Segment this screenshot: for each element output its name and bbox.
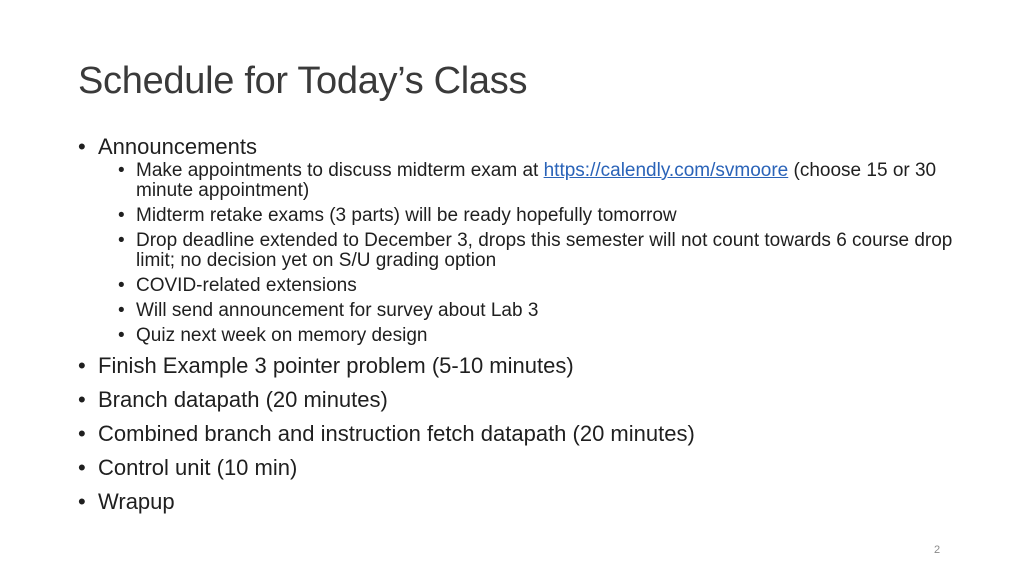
- announcement-item: [118, 161, 978, 201]
- agenda-item-label: Announcements: [98, 134, 257, 159]
- announcement-item: • Will send announcement for survey about Lab 3: [118, 301, 978, 321]
- page-number: 2: [934, 544, 941, 556]
- agenda-list: [78, 133, 978, 516]
- agenda-item: • Combined branch and instruction fetch datapath (20 minutes): [78, 420, 978, 448]
- agenda-item: • Control unit (10 min): [78, 454, 978, 482]
- announcement-item: • COVID-related extensions: [118, 276, 978, 296]
- announcement-text-after: (choose 15 or 30 minute appointment): [136, 160, 937, 201]
- announcement-item: • Drop deadline extended to December 3, drops this semester will not count towards 6 course drop limit; no decision yet on S/U grading option: [118, 231, 978, 271]
- announcement-item: • Quiz next week on memory design: [118, 326, 978, 346]
- agenda-item-announcements: [78, 133, 978, 346]
- announcement-text: Make appointments to discuss midterm exam at: [136, 160, 544, 181]
- announcements-list: [118, 161, 978, 346]
- calendly-link[interactable]: https://calendly.com/svmoore: [543, 160, 789, 181]
- slide-title: Schedule for Today’s Class: [78, 60, 528, 102]
- agenda-item: • Branch datapath (20 minutes): [78, 386, 978, 414]
- agenda-item: • Finish Example 3 pointer problem (5-10 minutes): [78, 352, 978, 380]
- announcement-item: • Midterm retake exams (3 parts) will be ready hopefully tomorrow: [118, 206, 978, 226]
- agenda-item: • Wrapup: [78, 488, 978, 516]
